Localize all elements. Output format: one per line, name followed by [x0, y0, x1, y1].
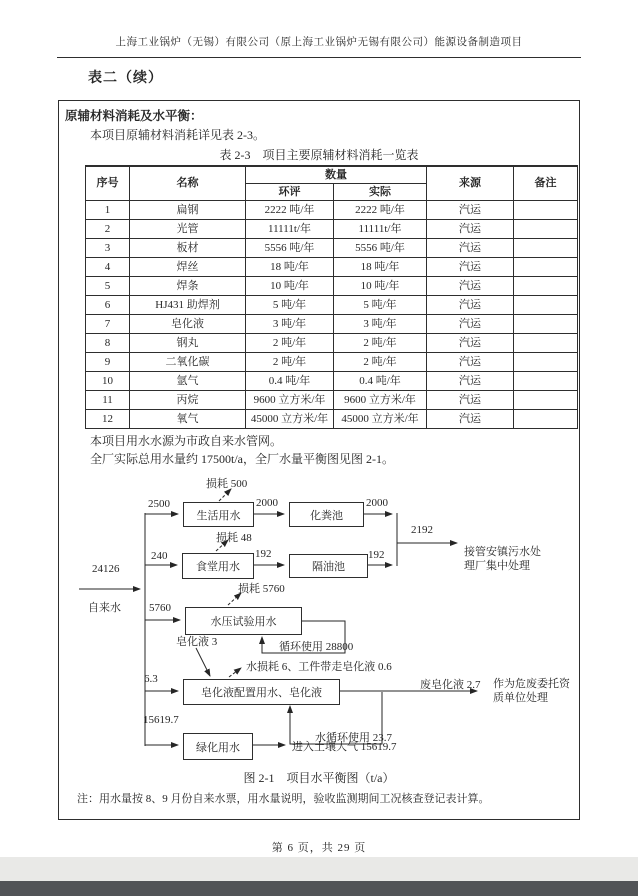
node-hydro-test-water: 水压试验用水: [185, 607, 302, 635]
table-cell: [514, 353, 578, 372]
loss-label-soap: 水损耗 6、工件带走皂化液 0.6: [246, 661, 392, 673]
table-cell: 汽运: [427, 239, 514, 258]
table-cell: 汽运: [427, 410, 514, 429]
table-cell: 5 吨/年: [246, 296, 334, 315]
table-cell: 丙烷: [130, 391, 246, 410]
table-cell: 5556 吨/年: [334, 239, 427, 258]
col-header-eia: 环评: [246, 184, 334, 201]
node-soap-solution: 皂化液配置用水、皂化液: [183, 679, 340, 705]
panel-heading: 原辅材料消耗及水平衡：: [65, 109, 203, 123]
table-row: [86, 258, 578, 277]
table-cell: 2 吨/年: [246, 334, 334, 353]
waste-soap-label: 废皂化液 2.7: [420, 679, 481, 691]
table-cell: 汽运: [427, 391, 514, 410]
table-cell: 汽运: [427, 334, 514, 353]
table-cell: 5 吨/年: [334, 296, 427, 315]
col-header-quantity: 数量: [246, 166, 427, 184]
table-cell: 4: [86, 258, 130, 277]
table-cell: 5556 吨/年: [246, 239, 334, 258]
table-cell: 45000 立方米/年: [246, 410, 334, 429]
flow-label-to-soap: 6.3: [144, 673, 158, 685]
table-cell: 10 吨/年: [334, 277, 427, 296]
materials-table-head: [86, 166, 578, 201]
table-cell: 焊条: [130, 277, 246, 296]
table-cell: 8: [86, 334, 130, 353]
table-cell: 2 吨/年: [246, 353, 334, 372]
table-cell: 11111t/年: [334, 220, 427, 239]
source-value-label: 24126: [92, 563, 120, 575]
section-label: 表二（续）: [88, 71, 163, 86]
col-header-source: 来源: [427, 166, 514, 201]
header-rule: [57, 57, 581, 58]
content-box: [58, 100, 580, 820]
table-caption: 表 2-3 项目主要原辅材料消耗一览表: [219, 148, 419, 162]
col-header-actual: 实际: [334, 184, 427, 201]
table-cell: 9600 立方米/年: [334, 391, 427, 410]
flow-label-merged-out: 2192: [411, 524, 433, 536]
table-cell: 18 吨/年: [334, 258, 427, 277]
table-cell: 10 吨/年: [246, 277, 334, 296]
col-header-no: 序号: [86, 166, 130, 201]
table-cell: 汽运: [427, 315, 514, 334]
table-cell: 2222 吨/年: [334, 201, 427, 220]
flow-label-septic-out: 2000: [366, 497, 388, 509]
table-row: [86, 391, 578, 410]
node-living-water: 生活用水: [183, 502, 254, 527]
table-row: [86, 201, 578, 220]
table-cell: [514, 296, 578, 315]
table-cell: 二氧化碳: [130, 353, 246, 372]
table-cell: [514, 315, 578, 334]
table-cell: 0.4 吨/年: [334, 372, 427, 391]
flow-label-living-septic: 2000: [256, 497, 278, 509]
node-canteen-water: 食堂用水: [182, 553, 254, 579]
col-header-remark: 备注: [514, 166, 578, 201]
table-cell: 11: [86, 391, 130, 410]
table-cell: 2 吨/年: [334, 353, 427, 372]
table-row: [86, 410, 578, 429]
dest-hazardous-waste: 作为危废委托资质单位处理: [493, 678, 570, 705]
table-cell: 2: [86, 220, 130, 239]
flow-label-to-living: 2500: [148, 498, 170, 510]
table-cell: [514, 372, 578, 391]
flow-label-oil-out: 192: [368, 549, 385, 561]
table-cell: 45000 立方米/年: [334, 410, 427, 429]
table-cell: 氩气: [130, 372, 246, 391]
table-cell: 汽运: [427, 353, 514, 372]
table-row: [86, 315, 578, 334]
recycle-label-hydro: 循环使用 28800: [279, 641, 354, 653]
table-cell: [514, 239, 578, 258]
loss-label-living: 损耗 500: [206, 478, 248, 490]
table-cell: 汽运: [427, 220, 514, 239]
materials-table: [85, 165, 578, 429]
table-cell: 6: [86, 296, 130, 315]
table-cell: 钢丸: [130, 334, 246, 353]
table-cell: 12: [86, 410, 130, 429]
table-row: [86, 239, 578, 258]
table-row: [86, 353, 578, 372]
table-cell: 3 吨/年: [246, 315, 334, 334]
figure-note: 注：用水量按 8、9 月份自来水票，用水量说明，验收监测期间工况核查登记表计算。: [77, 793, 490, 805]
water-source-paragraph: 本项目用水水源为市政自来水管网。: [90, 434, 283, 448]
water-total-paragraph: 全厂实际总用水量约 17500t/a，全厂水量平衡图见图 2-1。: [90, 452, 394, 466]
node-oil-separator: 隔油池: [289, 554, 368, 578]
table-cell: 9600 立方米/年: [246, 391, 334, 410]
header-row-1: [86, 166, 578, 184]
table-cell: 3: [86, 239, 130, 258]
page-number-footer: 第 6 页，共 29 页: [271, 842, 367, 854]
table-cell: 汽运: [427, 277, 514, 296]
table-cell: 皂化液: [130, 315, 246, 334]
table-cell: [514, 410, 578, 429]
scan-edge-light-strip: [0, 857, 638, 881]
table-cell: 0.4 吨/年: [246, 372, 334, 391]
table-row: [86, 372, 578, 391]
flow-label-canteen-oil: 192: [255, 548, 272, 560]
materials-table-body: [86, 201, 578, 429]
table-cell: 5: [86, 277, 130, 296]
tap-water-label: 自来水: [88, 602, 121, 614]
table-cell: 1: [86, 201, 130, 220]
table-cell: 7: [86, 315, 130, 334]
flow-label-to-hydro: 5760: [149, 602, 171, 614]
node-septic-tank: 化粪池: [289, 502, 364, 527]
table-cell: [514, 391, 578, 410]
table-cell: 光管: [130, 220, 246, 239]
table-cell: 汽运: [427, 372, 514, 391]
panel-intro: 本项目原辅材料消耗详见表 2-3。: [90, 128, 265, 142]
table-cell: 3 吨/年: [334, 315, 427, 334]
scan-edge-dark-strip: [0, 881, 638, 896]
table-cell: [514, 277, 578, 296]
soap-input-label: 皂化液 3: [176, 636, 218, 648]
figure-caption: 图 2-1 项目水平衡图（t/a）: [243, 771, 395, 785]
table-cell: 10: [86, 372, 130, 391]
table-cell: 氧气: [130, 410, 246, 429]
table-cell: [514, 258, 578, 277]
table-cell: 2 吨/年: [334, 334, 427, 353]
node-greening-water: 绿化用水: [183, 733, 253, 760]
table-cell: 汽运: [427, 296, 514, 315]
table-cell: 汽运: [427, 201, 514, 220]
soil-out-label: 进入土壤大气 15619.7: [292, 741, 397, 753]
table-row: [86, 334, 578, 353]
table-cell: 扁钢: [130, 201, 246, 220]
page-header-title: 上海工业锅炉（无锡）有限公司（原上海工业锅炉无锡有限公司）能源设备制造项目: [115, 37, 523, 48]
flow-label-to-greening: 15619.7: [143, 714, 179, 726]
table-row: [86, 220, 578, 239]
table-cell: 板材: [130, 239, 246, 258]
table-cell: [514, 334, 578, 353]
flow-label-to-canteen: 240: [151, 550, 168, 562]
table-cell: [514, 220, 578, 239]
table-cell: [514, 201, 578, 220]
col-header-name: 名称: [130, 166, 246, 201]
loss-label-hydro: 损耗 5760: [238, 583, 285, 595]
recycle-label-soap: 水循环使用 23.7: [315, 732, 392, 744]
table-cell: 18 吨/年: [246, 258, 334, 277]
table-row: [86, 277, 578, 296]
dest-sewage-plant: 接管安镇污水处理厂集中处理: [464, 546, 541, 573]
table-cell: HJ431 助焊剂: [130, 296, 246, 315]
table-cell: 汽运: [427, 258, 514, 277]
table-cell: 焊丝: [130, 258, 246, 277]
water-balance-diagram: [59, 471, 577, 771]
table-row: [86, 296, 578, 315]
loss-label-canteen: 损耗 48: [216, 532, 252, 544]
table-cell: 11111t/年: [246, 220, 334, 239]
table-cell: 9: [86, 353, 130, 372]
table-cell: 2222 吨/年: [246, 201, 334, 220]
